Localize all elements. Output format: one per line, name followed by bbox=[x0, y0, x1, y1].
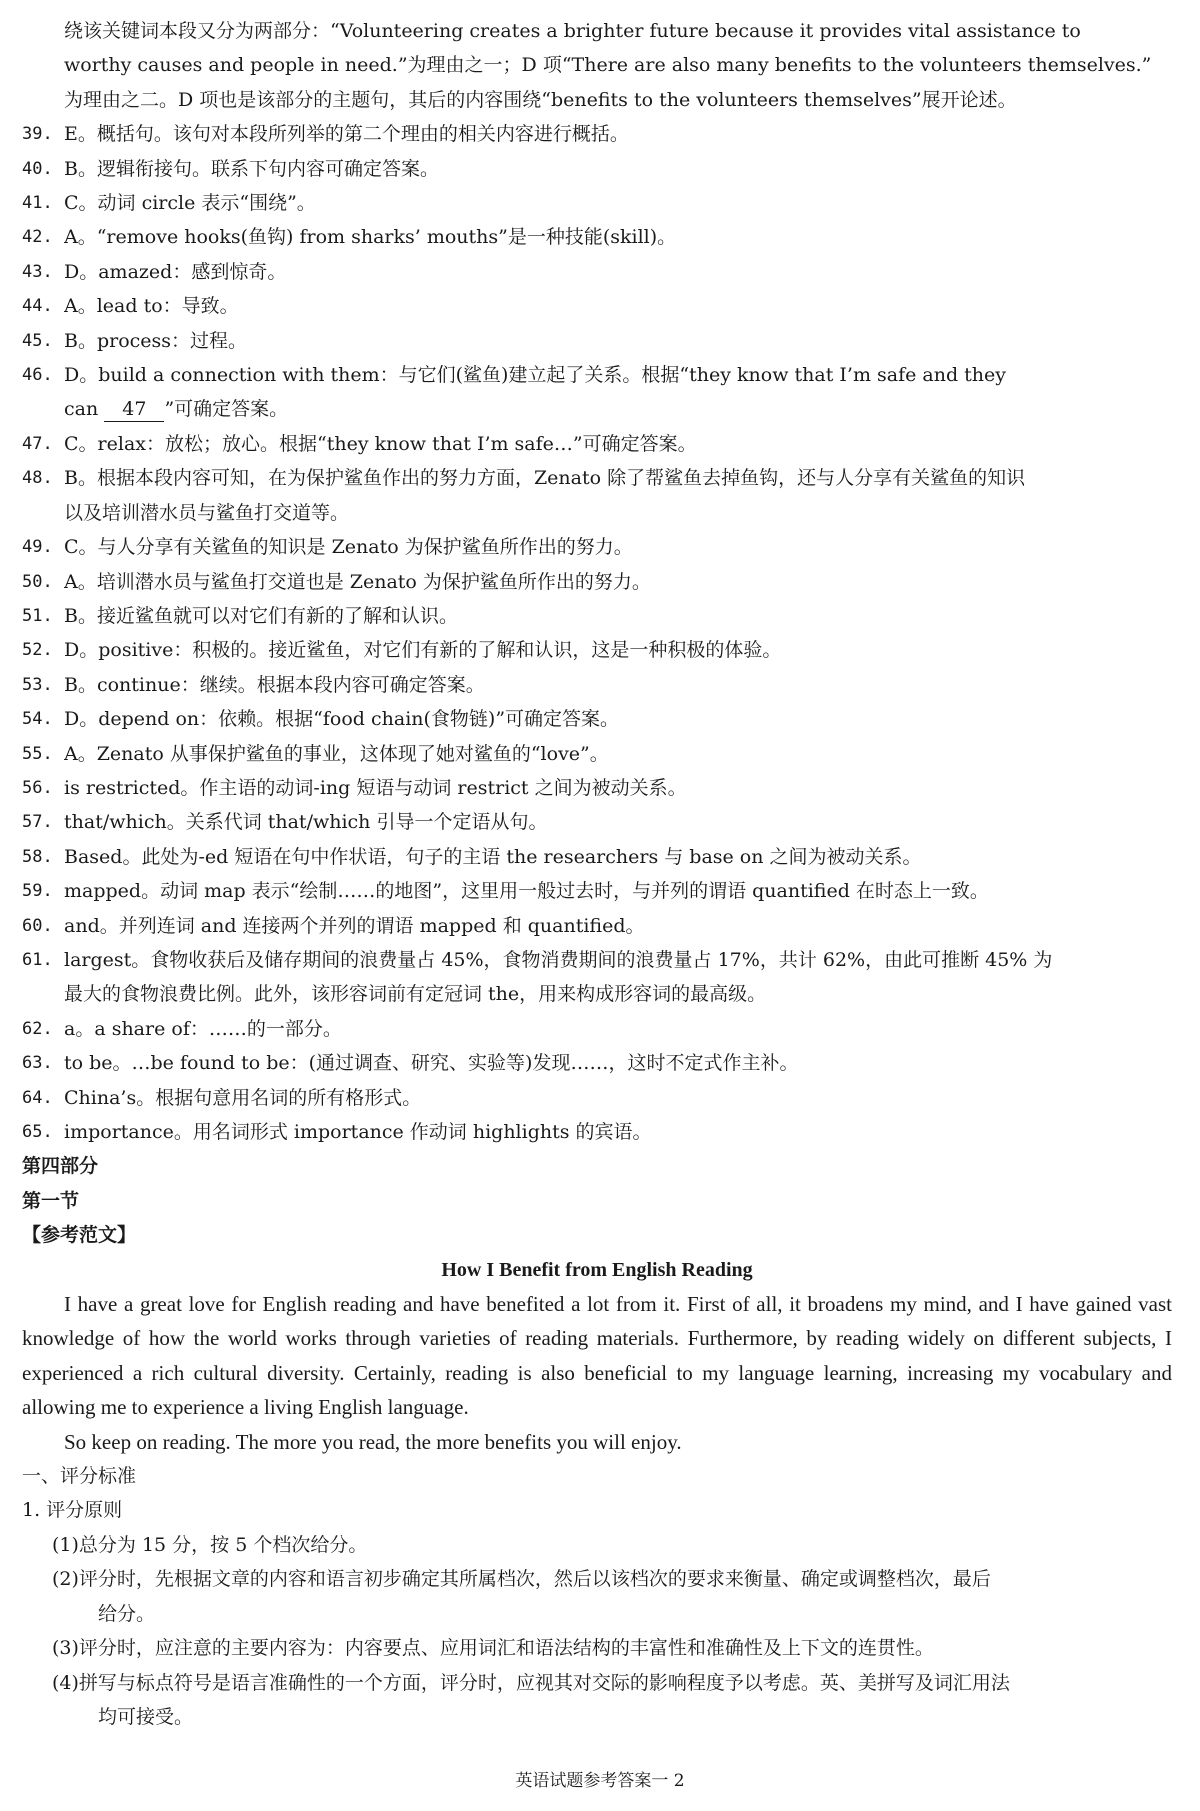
answer-number: 47. bbox=[22, 433, 53, 454]
answer-text: B。逻辑衔接句。联系下句内容可确定答案。 bbox=[64, 157, 439, 180]
answer-text: D。depend on：依赖。根据“food chain(食物链)”可确定答案。 bbox=[64, 708, 620, 731]
answer-number: 57. bbox=[22, 812, 53, 833]
answer-item bbox=[22, 1046, 1172, 1080]
answer-item bbox=[22, 1081, 1172, 1115]
answer-text: A。“remove hooks(鱼钩) from sharks’ mouths”是一种技能(skill)。 bbox=[64, 226, 677, 249]
intro-line: 为理由之二。D 项也是该部分的主题句，其后的内容围绕“benefits to the volunteers themselves”展开论述。 bbox=[64, 88, 1017, 111]
answer-text-pre: can bbox=[64, 398, 99, 421]
answer-number: 60. bbox=[22, 915, 53, 936]
answer-text: and。并列连词 and 连接两个并列的谓语 mapped 和 quantified。 bbox=[64, 914, 645, 937]
answer-text-post: ”可确定答案。 bbox=[164, 398, 289, 421]
essay-paragraph: So keep on reading. The more you read, the more benefits you will enjoy. bbox=[64, 1429, 682, 1454]
answer-text: C。与人分享有关鲨鱼的知识是 Zenato 为保护鲨鱼所作出的努力。 bbox=[64, 536, 633, 559]
answer-number: 61. bbox=[22, 949, 53, 970]
answer-number: 50. bbox=[22, 571, 53, 592]
answer-item bbox=[22, 737, 1172, 771]
answer-number: 58. bbox=[22, 846, 53, 867]
answer-item-46 bbox=[22, 358, 1172, 392]
answer-number: 39. bbox=[22, 124, 53, 145]
answer-number: 49. bbox=[22, 537, 53, 558]
answer-number: 62. bbox=[22, 1018, 53, 1039]
answer-number: 40. bbox=[22, 158, 53, 179]
answer-text: that/which。关系代词 that/which 引导一个定语从句。 bbox=[64, 811, 548, 834]
answer-item-48 bbox=[22, 461, 1172, 495]
answer-item bbox=[22, 289, 1172, 323]
answer-number: 45. bbox=[22, 330, 53, 351]
answer-item bbox=[22, 805, 1172, 839]
answer-item bbox=[22, 633, 1172, 667]
answer-text: D。amazed：感到惊奇。 bbox=[64, 260, 287, 283]
answer-continuation bbox=[22, 392, 1172, 426]
answer-item bbox=[22, 117, 1172, 151]
answer-item bbox=[22, 1115, 1172, 1149]
answer-item bbox=[22, 840, 1172, 874]
answer-text: E。概括句。该句对本段所列举的第二个理由的相关内容进行概括。 bbox=[64, 123, 629, 146]
answer-continuation: 最大的食物浪费比例。此外，该形容词前有定冠词 the，用来构成形容词的最高级。 bbox=[64, 983, 767, 1006]
answer-list bbox=[22, 117, 1172, 358]
answer-text: B。continue：继续。根据本段内容可确定答案。 bbox=[64, 673, 485, 696]
answer-number: 56. bbox=[22, 777, 53, 798]
essay-paragraph: I have a great love for English reading and have benefited a lot from it. First of all, it broadens my mind, and I have gained vast knowledge of how the world works through varieties of reading materials. Furthermore, by reading widely on different subjects, I experienced a rich cultural diversity. Certainly, reading is also beneficial to my language learning, increasing my vocabulary and allowing me to experience a living English language. bbox=[22, 1292, 1172, 1420]
answer-item bbox=[22, 874, 1172, 908]
essay-title: How I Benefit from English Reading bbox=[441, 1258, 753, 1281]
answer-text: C。relax：放松；放心。根据“they know that I’m safe…”可确定答案。 bbox=[64, 432, 697, 455]
answer-number: 44. bbox=[22, 296, 53, 317]
answer-text: a。a share of：……的一部分。 bbox=[64, 1017, 342, 1040]
answer-text: A。培训潜水员与鲨鱼打交道也是 Zenato 为保护鲨鱼所作出的努力。 bbox=[64, 570, 651, 593]
answer-item-61 bbox=[22, 943, 1172, 977]
answer-text: A。Zenato 从事保护鲨鱼的事业，这体现了她对鲨鱼的“love”。 bbox=[64, 742, 609, 765]
answer-number: 42. bbox=[22, 227, 53, 248]
answer-number: 53. bbox=[22, 674, 53, 695]
answer-number: 48. bbox=[22, 468, 53, 489]
answer-text: mapped。动词 map 表示“绘制……的地图”，这里用一般过去时，与并列的谓语 quantified 在时态上一致。 bbox=[64, 880, 989, 903]
answer-item bbox=[22, 324, 1172, 358]
answer-item bbox=[22, 152, 1172, 186]
grading-rule: (3)评分时，应注意的主要内容为：内容要点、应用词汇和语法结构的丰富性和准确性及上下文的连贯性。 bbox=[52, 1637, 934, 1660]
answer-item bbox=[22, 599, 1172, 633]
answer-item bbox=[22, 909, 1172, 943]
grading-rule: (2)评分时，先根据文章的内容和语言初步确定其所属档次，然后以该档次的要求来衡量、确定或调整档次，最后 bbox=[52, 1568, 991, 1591]
section-heading: 第一节 bbox=[22, 1189, 80, 1212]
answer-text: A。lead to：导致。 bbox=[64, 295, 239, 318]
answer-text: B。process：过程。 bbox=[64, 329, 248, 352]
answer-number: 64. bbox=[22, 1087, 53, 1108]
page-footer: 英语试题参考答案一 2 bbox=[515, 1771, 685, 1791]
answer-item bbox=[22, 1012, 1172, 1046]
answer-text: China’s。根据句意用名词的所有格形式。 bbox=[64, 1086, 422, 1109]
answer-text: importance。用名词形式 importance 作动词 highlights 的宾语。 bbox=[64, 1121, 652, 1143]
answer-text: C。动词 circle 表示“围绕”。 bbox=[64, 192, 316, 215]
intro-line: worthy causes and people in need.”为理由之一；D 项“There are also many benefits to the volunteers themselves.” bbox=[64, 54, 1152, 77]
answer-text: D。positive：积极的。接近鲨鱼，对它们有新的了解和认识，这是一种积极的体验。 bbox=[64, 639, 782, 662]
grading-rule-continuation: 均可接受。 bbox=[98, 1705, 194, 1728]
answer-text: Based。此处为-ed 短语在句中作状语，句子的主语 the researchers 与 base on 之间为被动关系。 bbox=[64, 845, 922, 868]
grading-rule-continuation: 给分。 bbox=[98, 1602, 156, 1625]
answer-number: 43. bbox=[22, 261, 53, 282]
answer-text: B。接近鲨鱼就可以对它们有新的了解和认识。 bbox=[64, 604, 458, 627]
sample-heading: 【参考范文】 bbox=[22, 1224, 137, 1247]
answer-number: 51. bbox=[22, 605, 53, 626]
part-heading: 第四部分 bbox=[22, 1155, 99, 1178]
answer-item bbox=[22, 220, 1172, 254]
grading-rule: (4)拼写与标点符号是语言准确性的一个方面，评分时，应视其对交际的影响程度予以考虑。英、美拼写及词汇用法 bbox=[52, 1671, 1010, 1694]
answer-item bbox=[22, 427, 1172, 461]
answer-item bbox=[22, 771, 1172, 805]
grading-title: 一、评分标准 bbox=[22, 1465, 137, 1488]
page-content bbox=[22, 14, 1172, 1734]
answer-item bbox=[22, 255, 1172, 289]
intro-line: 绕该关键词本段又分为两部分：“Volunteering creates a brighter future because it provides vital assistance to bbox=[64, 20, 1081, 42]
answer-item bbox=[22, 668, 1172, 702]
answer-text: D。build a connection with them：与它们(鲨鱼)建立起了关系。根据“they know that I’m safe and they bbox=[64, 364, 1007, 387]
answer-list bbox=[22, 1012, 1172, 1150]
answer-number: 46. bbox=[22, 365, 53, 386]
grading-rule: (1)总分为 15 分，按 5 个档次给分。 bbox=[52, 1533, 368, 1556]
answer-continuation: 以及培训潜水员与鲨鱼打交道等。 bbox=[64, 501, 350, 524]
answer-list bbox=[22, 427, 1172, 461]
answer-text: is restricted。作主语的动词-ing 短语与动词 restrict 之间为被动关系。 bbox=[64, 776, 687, 799]
answer-number: 65. bbox=[22, 1122, 53, 1142]
answer-text: to be。…be found to be：(通过调查、研究、实验等)发现……，这时不定式作主补。 bbox=[64, 1052, 799, 1075]
grading-subtitle: 1. 评分原则 bbox=[22, 1499, 123, 1522]
answer-number: 63. bbox=[22, 1053, 53, 1074]
answer-number: 41. bbox=[22, 193, 53, 214]
answer-text: largest。食物收获后及储存期间的浪费量占 45%，食物消费期间的浪费量占 17%，共计 62%，由此可推断 45% 为 bbox=[64, 948, 1053, 971]
answer-number: 52. bbox=[22, 640, 53, 661]
fill-blank: 47 bbox=[104, 397, 164, 422]
answer-item bbox=[22, 186, 1172, 220]
answer-number: 59. bbox=[22, 881, 53, 902]
answer-list bbox=[22, 530, 1172, 943]
answer-text: B。根据本段内容可知，在为保护鲨鱼作出的努力方面，Zenato 除了帮鲨鱼去掉鱼钩，还与人分享有关鲨鱼的知识 bbox=[64, 467, 1026, 490]
answer-item bbox=[22, 565, 1172, 599]
answer-item bbox=[22, 530, 1172, 564]
answer-item bbox=[22, 702, 1172, 736]
answer-number: 55. bbox=[22, 743, 53, 764]
answer-number: 54. bbox=[22, 709, 53, 730]
